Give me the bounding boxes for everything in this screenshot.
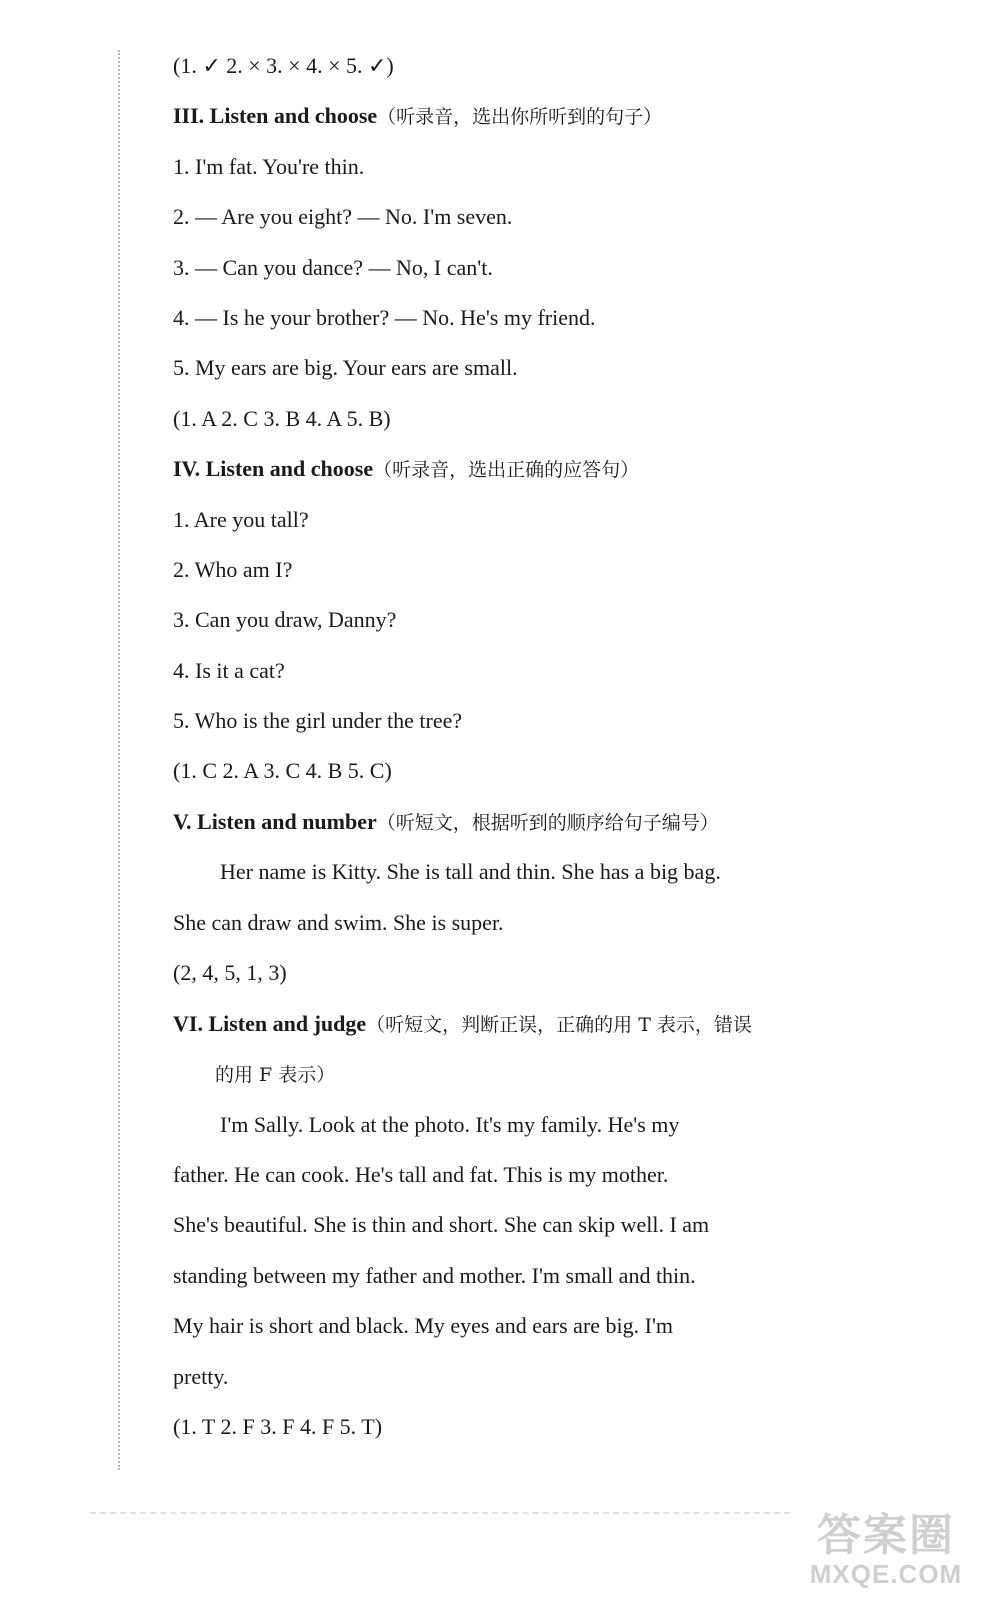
section-iii-item-1: 1. I'm fat. You're thin. [173,154,365,179]
section-v-answers: (2, 4, 5, 1, 3) [173,960,287,985]
watermark-bottom: MXQE.COM [809,1559,963,1589]
section-iii-heading [173,101,813,132]
section-iii-answers: (1. A 2. C 3. B 4. A 5. B) [173,406,391,431]
section-iv-item-5: 5. Who is the girl under the tree? [173,708,463,733]
section-iv-item-2: 2. Who am I? [173,557,293,582]
section-vi-title-cn-1: （听短文，判断正误，正确的用 T 表示，错误 [366,1014,752,1036]
section-iv-item-1: 1. Are you tall? [173,507,309,532]
section-vi-heading-cont [215,1059,855,1090]
section-vi-title-cn-2: 的用 F 表示） [215,1064,336,1086]
section-iv-title-cn: （听录音，选出正确的应答句） [373,459,640,481]
section-iv-item-4: 4. Is it a cat? [173,658,285,683]
section-iii-item-2: 2. — Are you eight? — No. I'm seven. [173,204,513,229]
section-vi-title: VI. Listen and judge [173,1011,367,1036]
section-vi-heading [173,1009,813,1040]
section-vi-passage-line-3: She's beautiful. She is thin and short. She can skip well. I am [173,1212,710,1237]
section-iv-title: IV. Listen and choose [173,456,374,481]
section-iii-title: III. Listen and choose [173,103,378,128]
section-iv-item-3: 3. Can you draw, Danny? [173,607,397,632]
section-v-title: V. Listen and number [173,809,377,834]
section-vi-passage-line-1: I'm Sally. Look at the photo. It's my family. He's my [220,1112,680,1137]
section-v-passage-line-1: Her name is Kitty. She is tall and thin. She has a big bag. [220,859,721,884]
section-v-heading [173,807,813,838]
section-vi-answers: (1. T 2. F 3. F 4. F 5. T) [173,1414,383,1439]
section-vi-passage-line-6: pretty. [173,1364,229,1389]
section-iii-item-5: 5. My ears are big. Your ears are small. [173,355,518,380]
section-vi-passage-line-2: father. He can cook. He's tall and fat. This is my mother. [173,1162,669,1187]
binding-margin-line [118,50,120,1470]
section-v-title-cn: （听短文，根据听到的顺序给句子编号） [376,812,719,834]
section-v-passage-line-2: She can draw and swim. She is super. [173,910,504,935]
section-iii-title-cn: （听录音，选出你所听到的句子） [377,106,663,128]
site-watermark [796,1512,976,1592]
section-vi-passage-line-4: standing between my father and mother. I'm small and thin. [173,1263,696,1288]
section-iii-item-3: 3. — Can you dance? — No, I can't. [173,255,493,280]
section-vi-passage-line-5: My hair is short and black. My eyes and ears are big. I'm [173,1313,674,1338]
footer-rule [90,1512,790,1514]
section-iii-item-4: 4. — Is he your brother? — No. He's my friend. [173,305,596,330]
answers-ii: (1. ✓ 2. × 3. × 4. × 5. ✓) [173,53,394,78]
section-iv-heading [173,454,813,485]
section-iv-answers: (1. C 2. A 3. C 4. B 5. C) [173,758,392,783]
watermark-top: 答案圈 [817,1511,955,1560]
